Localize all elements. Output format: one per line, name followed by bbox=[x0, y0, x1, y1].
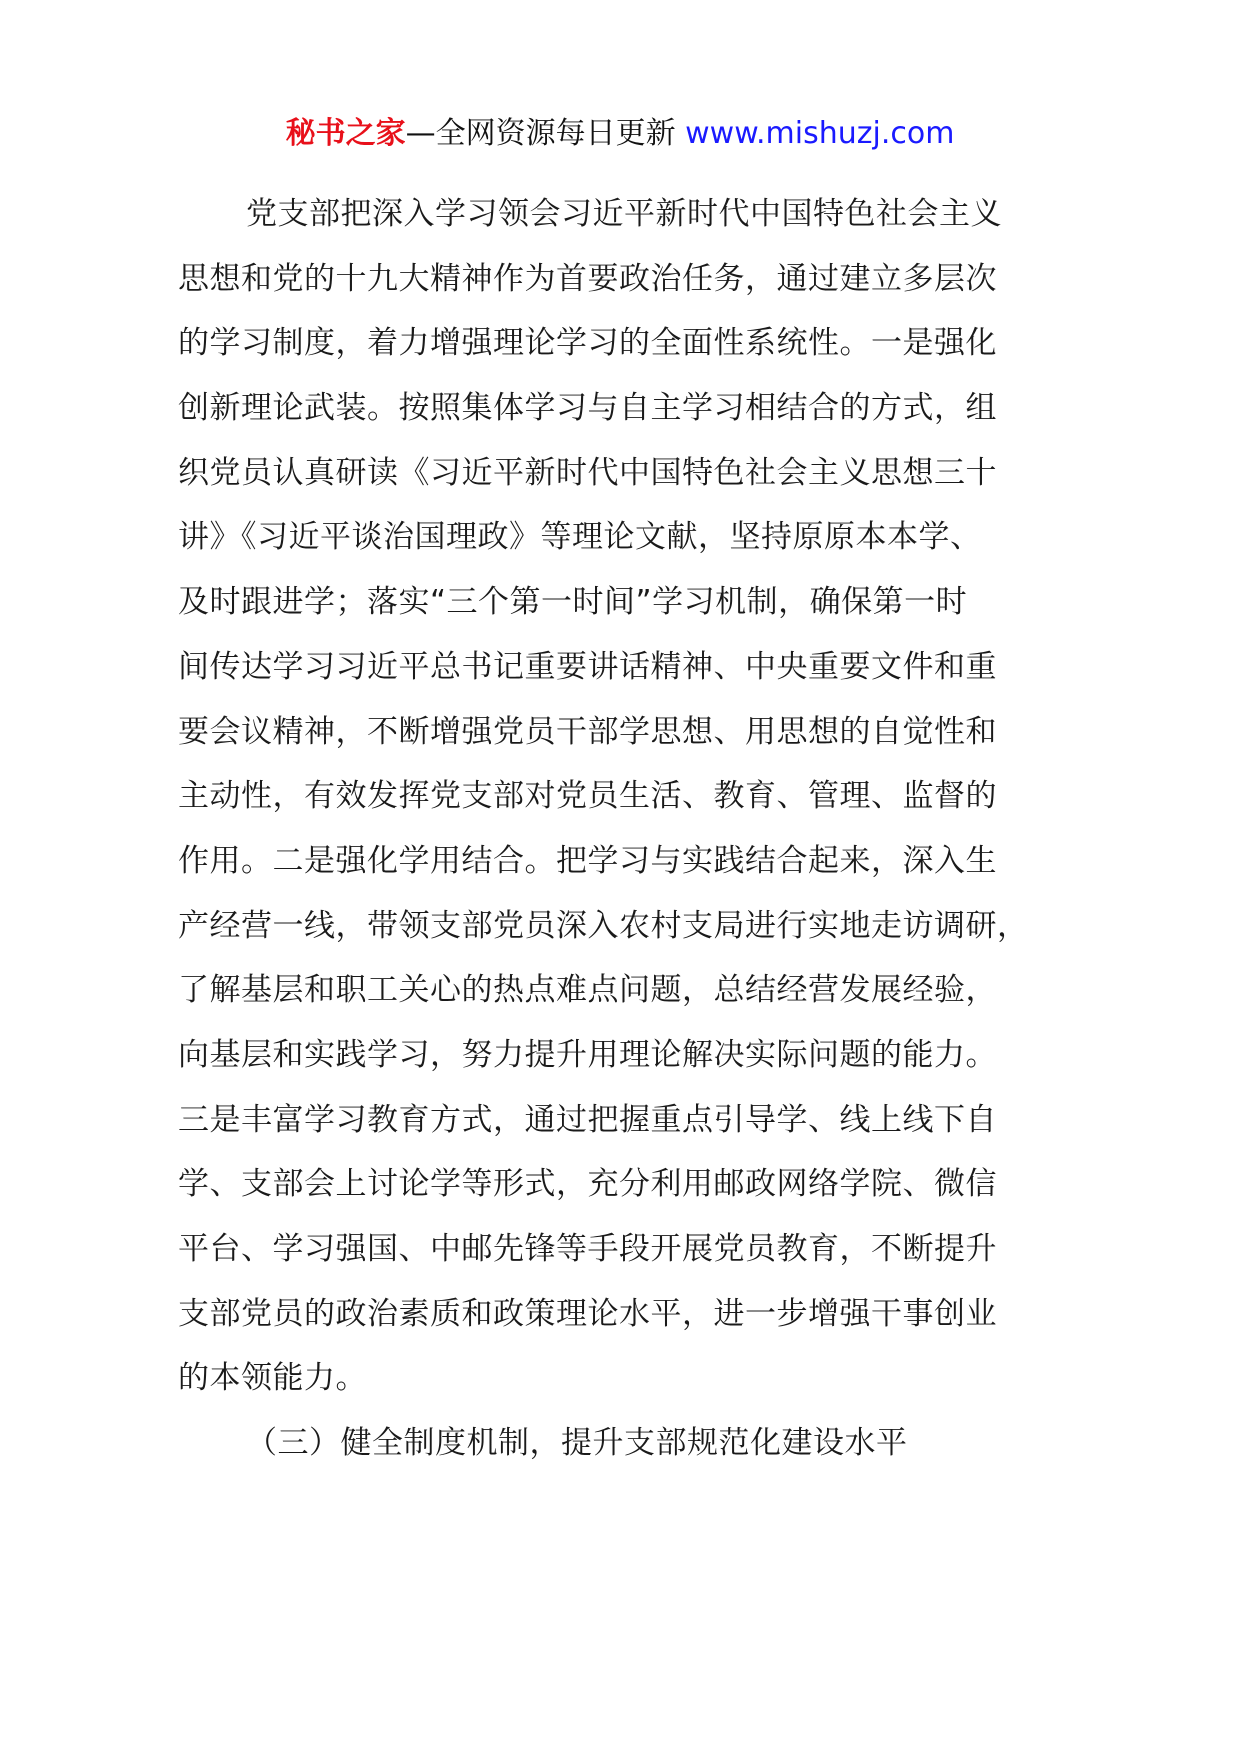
paragraph-line: 及时跟进学；落实“三个第一时间”学习机制，确保第一时 bbox=[178, 584, 968, 621]
paragraph-line: 向基层和实践学习，努力提升用理论解决实际问题的能力。 bbox=[178, 1036, 997, 1073]
section-heading: （三）健全制度机制，提升支部规范化建设水平 bbox=[246, 1425, 908, 1462]
header-tagline: —全网资源每日更新 bbox=[405, 116, 676, 151]
site-url-link[interactable]: www.mishuzj.com bbox=[685, 116, 955, 151]
paragraph-line: 支部党员的政治素质和政策理论水平，进一步增强干事创业 bbox=[178, 1295, 997, 1332]
paragraph-line: 党支部把深入学习领会习近平新时代中国特色社会主义 bbox=[246, 196, 1002, 232]
paragraph-line: 思想和党的十九大精神作为首要政治任务，通过建立多层次 bbox=[178, 260, 997, 297]
paragraph-line: 主动性，有效发挥党支部对党员生活、教育、管理、监督的 bbox=[178, 778, 997, 815]
paragraph-line: 间传达学习习近平总书记重要讲话精神、中央重要文件和重 bbox=[178, 648, 997, 685]
paragraph-line: 三是丰富学习教育方式，通过把握重点引导学、线上线下自 bbox=[178, 1101, 997, 1138]
brand-name: 秘书之家 bbox=[285, 116, 406, 151]
paragraph-line: 创新理论武装。按照集体学习与自主学习相结合的方式，组 bbox=[178, 390, 997, 427]
paragraph-line: 织党员认真研读《习近平新时代中国特色社会主义思想三十 bbox=[178, 454, 997, 491]
paragraph-line: 学、支部会上讨论学等形式，充分利用邮政网络学院、微信 bbox=[178, 1166, 997, 1203]
page-header bbox=[0, 112, 1240, 156]
paragraph-line: 了解基层和职工关心的热点难点问题，总结经营发展经验， bbox=[178, 972, 997, 1009]
paragraph-line: 产经营一线，带领支部党员深入农村支局进行实地走访调研， bbox=[178, 907, 1029, 944]
document-body bbox=[178, 182, 1098, 1476]
paragraph-line: 平台、学习强国、中邮先锋等手段开展党员教育，不断提升 bbox=[178, 1231, 997, 1267]
paragraph-line: 要会议精神，不断增强党员干部学思想、用思想的自觉性和 bbox=[178, 713, 997, 750]
paragraph-line: 的学习制度，着力增强理论学习的全面性系统性。一是强化 bbox=[178, 325, 997, 362]
paragraph-line: 讲》《习近平谈治国理政》等理论文献，坚持原原本本学、 bbox=[178, 519, 982, 556]
paragraph-line: 的本领能力。 bbox=[178, 1360, 367, 1397]
paragraph-line: 作用。二是强化学用结合。把学习与实践结合起来，深入生 bbox=[178, 842, 997, 879]
